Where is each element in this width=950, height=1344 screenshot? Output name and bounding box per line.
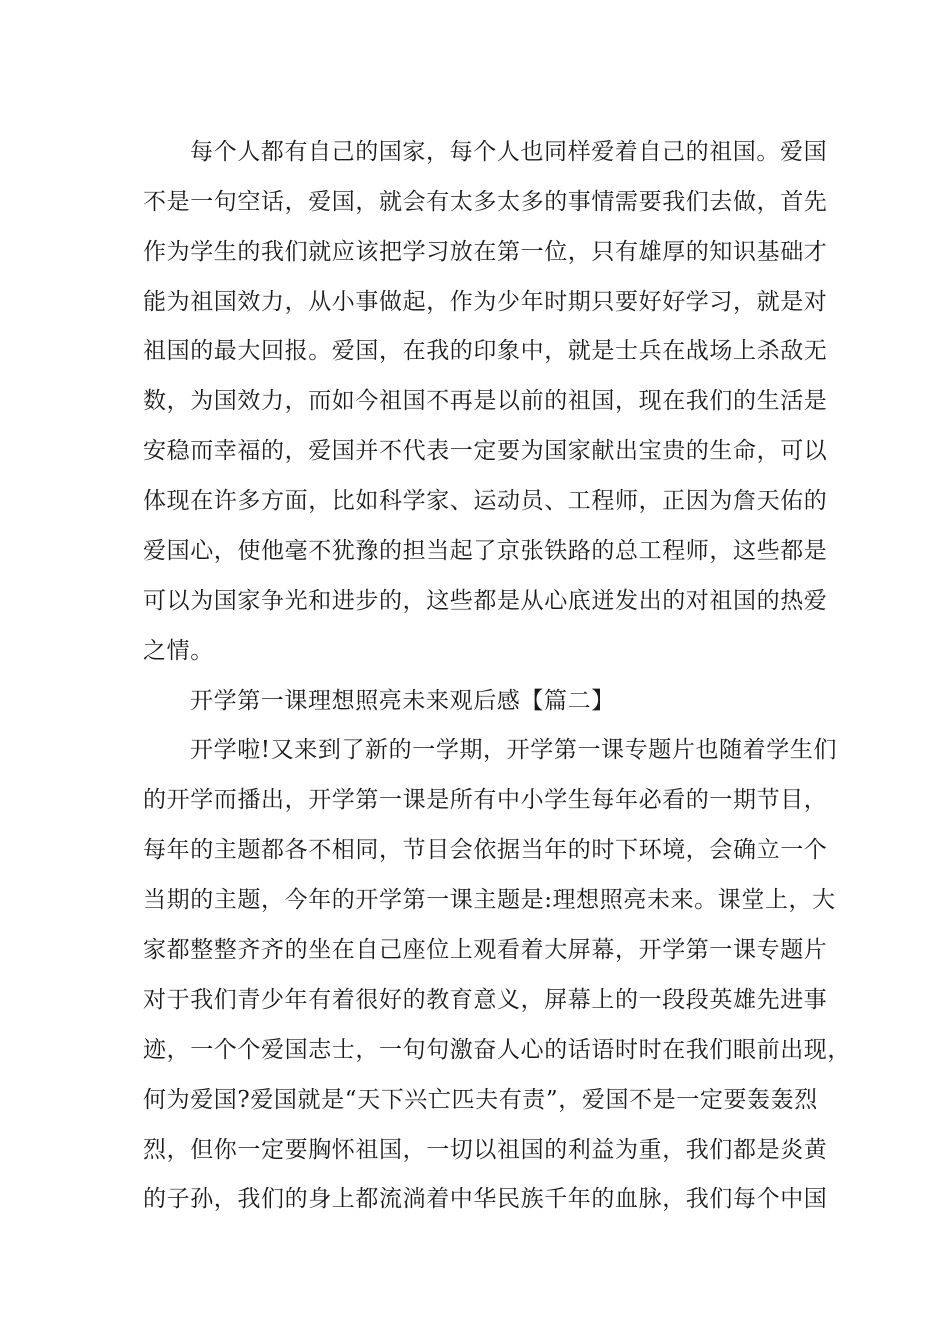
paragraph-line: 烈，但你一定要胸怀祖国，一切以祖国的利益为重，我们都是炎黄 <box>143 1137 828 1163</box>
paragraph-line: 祖国的最大回报。爱国，在我的印象中，就是士兵在战场上杀敌无 <box>143 338 828 364</box>
paragraph-line: 的开学而播出，开学第一课是所有中小学生每年必看的一期节目， <box>143 787 828 813</box>
paragraph-line: 不是一句空话，爱国，就会有太多太多的事情需要我们去做，首先 <box>143 189 828 215</box>
paragraph-line: 的子孙，我们的身上都流淌着中华民族千年的血脉，我们每个中国 <box>143 1186 828 1212</box>
section-heading: 开学第一课理想照亮未来观后感【篇二】 <box>190 688 615 714</box>
paragraph-line: 作为学生的我们就应该把学习放在第一位，只有雄厚的知识基础才 <box>143 239 828 265</box>
paragraph-line: 爱国心，使他毫不犹豫的担当起了京张铁路的总工程师，这些都是 <box>143 538 828 564</box>
paragraph-line: 可以为国家争光和进步的，这些都是从心底迸发出的对祖国的热爱 <box>143 588 828 614</box>
paragraph-line: 对于我们青少年有着很好的教育意义，屏幕上的一段段英雄先进事 <box>143 987 828 1013</box>
paragraph-line: 开学啦!又来到了新的一学期，开学第一课专题片也随着学生们 <box>190 737 838 763</box>
paragraph-line: 迹，一个个爱国志士，一句句激奋人心的话语时时在我们眼前出现， <box>143 1037 851 1063</box>
paragraph-line: 数，为国效力，而如今祖国不再是以前的祖国，现在我们的生活是 <box>143 388 828 414</box>
paragraph-line: 当期的主题，今年的开学第一课主题是:理想照亮未来。课堂上，大 <box>143 887 836 913</box>
paragraph-line: 能为祖国效力，从小事做起，作为少年时期只要好好学习，就是对 <box>143 289 828 315</box>
paragraph-line: 安稳而幸福的，爱国并不代表一定要为国家献出宝贵的生命，可以 <box>143 438 828 464</box>
paragraph-line: 之情。 <box>143 638 214 664</box>
paragraph-line: 体现在许多方面，比如科学家、运动员、工程师，正因为詹天佑的 <box>143 488 828 514</box>
paragraph-line: 何为爱国?爱国就是“天下兴亡匹夫有责”，爱国不是一定要轰轰烈 <box>143 1087 818 1113</box>
paragraph-line: 家都整整齐齐的坐在自己座位上观看着大屏幕，开学第一课专题片 <box>143 937 828 963</box>
paragraph-line: 每年的主题都各不相同，节目会依据当年的时下环境，会确立一个 <box>143 837 828 863</box>
paragraph-line: 每个人都有自己的国家，每个人也同样爱着自己的祖国。爱国 <box>190 139 828 165</box>
